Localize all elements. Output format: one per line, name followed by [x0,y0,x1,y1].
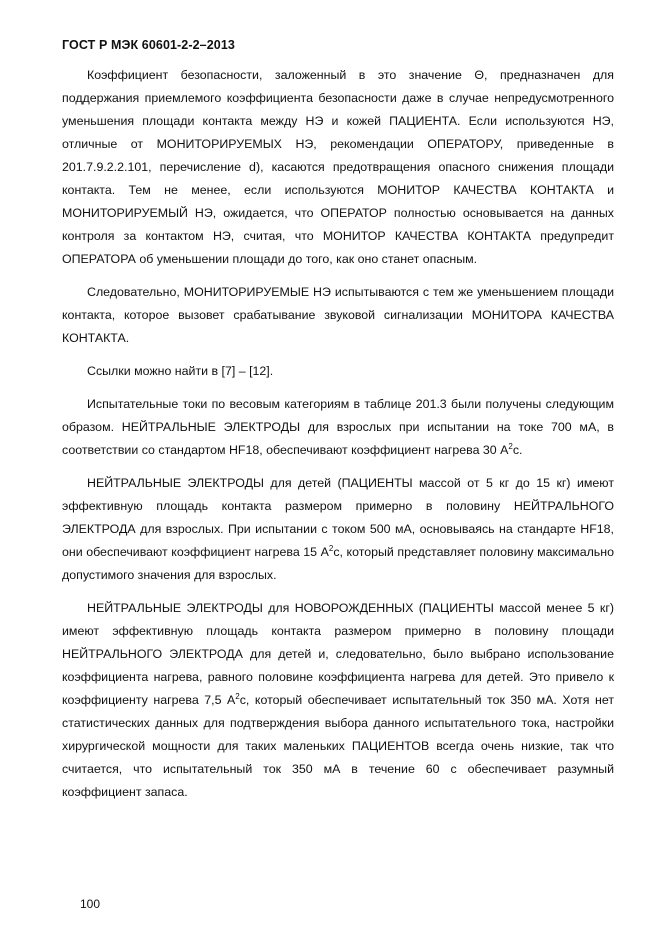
paragraph-adult-test-currents [62,393,614,462]
paragraph-adult-text: Испытательные токи по весовым категориям в таблице 201.3 были получены следующим образом. НЕЙТРАЛЬНЫЕ ЭЛЕКТРОДЫ для взрослых при испытании на токе 700 мА, в соответствии со стандартом HF18, обеспечивают коэффициент нагрева 30 А [62,397,614,457]
paragraph-neonate-text: НЕЙТРАЛЬНЫЕ ЭЛЕКТРОДЫ для НОВОРОЖДЕННЫХ (ПАЦИЕНТЫ массой менее 5 кг) имеют эффективную площадь контакта размером примерно в половину площади НЕЙТРАЛЬНОГО ЭЛЕКТРОДА для детей и, следовательно, было выбрано использование коэффициента нагрева, равного половине коэффициента нагрева для детей. Это привело к коэффициенту нагрева 7,5 А [62,601,614,707]
paragraph-child-end: с, который представляет половину максимально допустимого значения для взрослых. [62,545,614,582]
paragraph-neonate-end: с, который обеспечивает испытательный ток 350 мА. Хотя нет статистических данных для подтверждения выбора данного испытательного тока, настройки хирургической мощности для таких маленьких ПАЦИЕНТОВ всегда очень низкие, так что считается, что испытательный ток 350 мА в течение 60 с обеспечивает разумный коэффициент запаса. [62,693,614,799]
superscript-squared: 2 [328,543,334,553]
paragraph-neonate-electrodes [62,597,614,804]
paragraph-safety-factor: Коэффициент безопасности, заложенный в это значение Θ, предназначен для поддержания приемлемого коэффициента безопасности даже в случае непредусмотренного уменьшения площади контакта между НЭ и кожей ПАЦИЕНТА. Если используются НЭ, отличные от МОНИТОРИРУЕМЫХ НЭ, рекомендации ОПЕРАТОРУ, приведенные в 201.7.9.2.2.101, перечисление d), касаются предотвращения опасного снижения площади контакта. Тем не менее, если используются МОНИТОР КАЧЕСТВА КОНТАКТА и МОНИТОРИРУЕМЫЙ НЭ, ожидается, что ОПЕРАТОР полностью основывается на данных контроля за контактом НЭ, считая, что МОНИТОР КАЧЕСТВА КОНТАКТА предупредит ОПЕРАТОРА об уменьшении площади до того, как оно станет опасным. [62,68,614,266]
superscript-squared: 2 [235,691,240,701]
paragraph-adult-end: с. [512,443,523,457]
document-header: ГОСТ Р МЭК 60601-2-2–2013 [62,38,235,52]
page-number: 100 [80,897,101,911]
paragraph-child-electrodes [62,472,614,587]
superscript-squared: 2 [508,441,513,451]
paragraph-monitored-electrodes: Следовательно, МОНИТОРИРУЕМЫЕ НЭ испытываются с тем же уменьшением площади контакта, которое вызовет срабатывание звуковой сигнализации МОНИТОРА КАЧЕСТВА КОНТАКТА. [62,285,614,345]
paragraph-references: Ссылки можно найти в [7] – [12]. [87,364,274,378]
paragraph-child-text: НЕЙТРАЛЬНЫЕ ЭЛЕКТРОДЫ для детей (ПАЦИЕНТЫ массой от 5 кг до 15 кг) имеют эффективную площадь контакта размером примерно в половину НЕЙТРАЛЬНОГО ЭЛЕКТРОДА для взрослых. При испытании с током 500 мА, основываясь на стандарте HF18, они обеспечивают коэффициент нагрева 15 А [62,476,614,559]
document-body [62,64,614,804]
